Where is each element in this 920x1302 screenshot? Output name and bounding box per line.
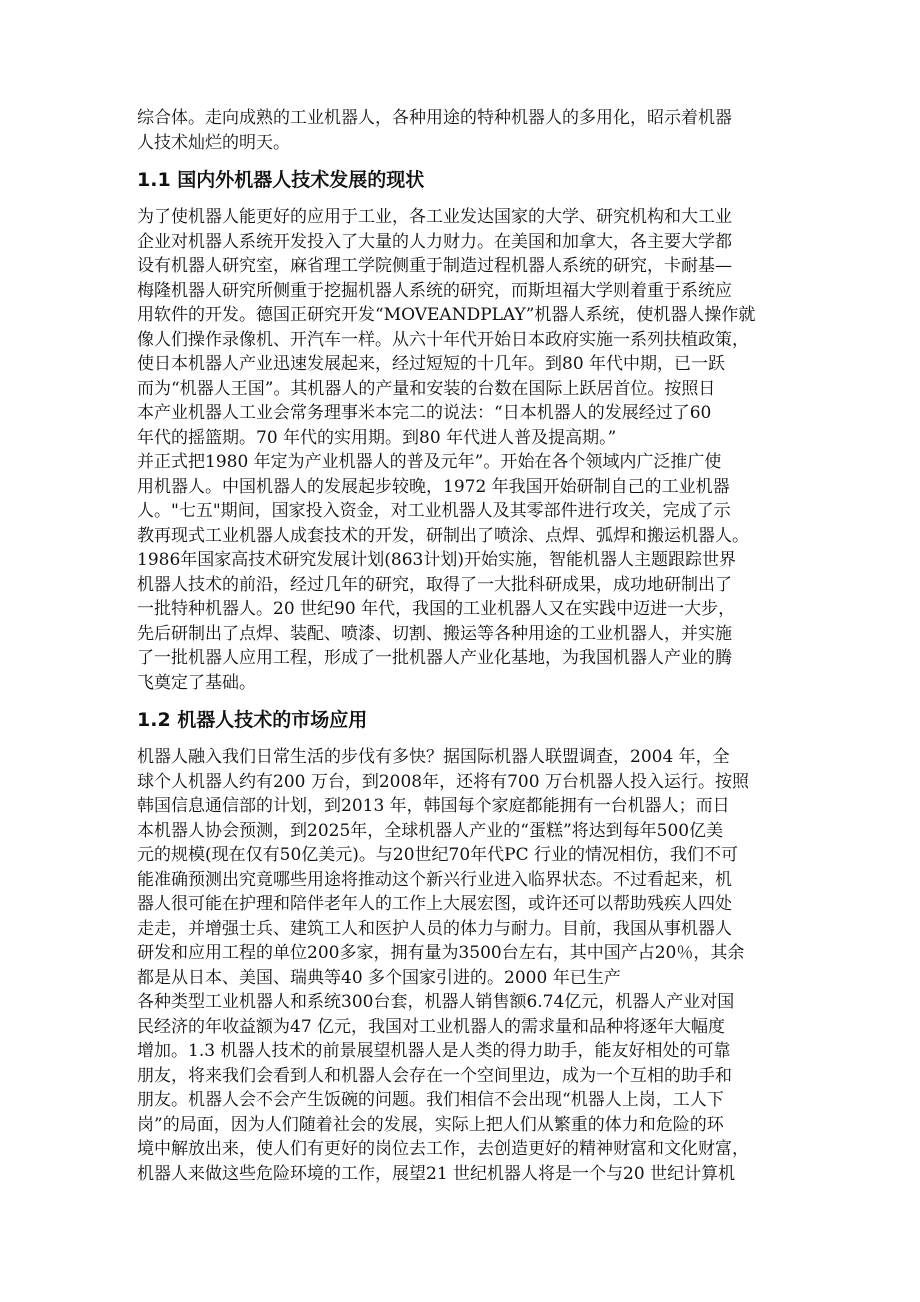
text-line: 岗”的局面，因为人们随着社会的发展，实际上把人们从繁重的体力和危险的环: [137, 1114, 724, 1135]
section-heading-1-2: 1.2 机器人技术的市场应用: [137, 709, 368, 731]
text-line: 使日本机器人产业迅速发展起来，经过短短的十几年。到80 年代中期，已一跃: [137, 354, 726, 374]
text-line: 飞奠定了基础。: [137, 672, 256, 693]
text-line: 用软件的开发。德国正研究开发“MOVEANDPLAY”机器人系统，使机器人操作就: [137, 305, 756, 325]
text-line: 韩国信息通信部的计划，到2013 年，韩国每个家庭都能拥有一台机器人；而日: [137, 796, 730, 816]
text-line: 球个人机器人约有200 万台，到2008年，还将有700 万台机器人投入运行。按照: [137, 771, 749, 792]
text-line: 综合体。走向成熟的工业机器人，各种用途的特种机器人的多用化，昭示着机器: [137, 108, 732, 128]
text-line: 各种类型工业机器人和系统300台套，机器人销售额6.74亿元，机器人产业对国: [137, 992, 735, 1012]
text-line: 并正式把1980 年定为产业机器人的普及元年”。开始在各个领域内广泛推广使: [137, 452, 722, 472]
text-line: 人技术灿烂的明天。: [137, 132, 290, 153]
intro-paragraph: [137, 106, 786, 155]
text-line: 本产业机器人工业会常务理事米本完二的说法：“日本机器人的发展经过了60: [137, 403, 712, 423]
section-1-1-paragraph: [137, 205, 786, 695]
text-line: 一批特种机器人。20 世纪90 年代，我国的工业机器人又在实践中迈进一大步，: [137, 599, 736, 619]
text-line: 机器人技术的前沿，经过几年的研究，取得了一大批科研成果，成功地研制出了: [137, 574, 732, 595]
text-line: 增加。1.3 机器人技术的前景展望机器人是人类的得力助手，能友好相处的可靠: [137, 1041, 731, 1061]
text-line: 机器人来做这些危险环境的工作，展望21 世纪机器人将是一个与20 世纪计算机: [137, 1163, 736, 1184]
text-line: 朋友。机器人会不会产生饭碗的问题。我们相信不会出现“机器人上岗，工人下: [137, 1090, 724, 1110]
text-line: 研发和应用工程的单位200多家，拥有量为3500台左右，其中国产占20％，其余: [137, 943, 745, 963]
text-line: 人。"七五"期间，国家投入资金，对工业机器人及其零部件进行攻关，完成了示: [137, 501, 731, 521]
text-line: 企业对机器人系统开发投入了大量的人力财力。在美国和加拿大，各主要大学都: [137, 231, 732, 252]
text-line: 民经济的年收益额为47 亿元，我国对工业机器人的需求量和品种将逐年大幅度: [137, 1016, 726, 1037]
text-line: 用机器人。中国机器人的发展起步较晚，1972 年我国开始研制自己的工业机器: [137, 476, 730, 497]
text-line: 像人们操作录像机、开汽车一样。从六十年代开始日本政府实施一系列扶植政策，: [137, 329, 749, 350]
text-line: 能准确预测出究竟哪些用途将推动这个新兴行业进入临界状态。不过看起来，机: [137, 869, 732, 890]
text-line: 先后研制出了点焊、装配、喷漆、切割、搬运等各种用途的工业机器人，并实施: [137, 623, 732, 644]
text-line: 而为“机器人王国”。其机器人的产量和安装的台数在国际上跃居首位。按照日: [137, 378, 716, 399]
text-line: 本机器人协会预测，到2025年，全球机器人产业的“蛋糕”将达到每年500亿美: [137, 820, 724, 841]
text-line: 朋友，将来我们会看到人和机器人会存在一个空间里边，成为一个互相的助手和: [137, 1065, 732, 1086]
text-line: 教再现式工业机器人成套技术的开发，研制出了喷涂、点焊、弧焊和搬运机器人。: [137, 525, 749, 546]
text-line: 走走，并增强士兵、建筑工人和医护人员的体力与耐力。目前，我国从事机器人: [137, 918, 732, 939]
text-line: 境中解放出来，使人们有更好的岗位去工作，去创造更好的精神财富和文化财富，: [137, 1139, 749, 1159]
text-line: 元的规模(现在仅有50亿美元)。与20世纪70年代PC 行业的情况相仿，我们不可: [137, 845, 739, 865]
text-line: 机器人融入我们日常生活的步伐有多快？据国际机器人联盟调查，2004 年，全: [137, 747, 730, 767]
text-line: 年代的摇篮期。70 年代的实用期。到80 年代进人普及提高期。”: [137, 427, 617, 448]
text-line: 梅隆机器人研究所侧重于挖掘机器人系统的研究，而斯坦福大学则着重于系统应: [137, 280, 732, 301]
section-heading-1-1: 1.1 国内外机器人技术发展的现状: [137, 169, 425, 191]
text-line: 器人很可能在护理和陪伴老年人的工作上大展宏图，或许还可以帮助残疾人四处: [137, 894, 732, 914]
text-line: 1986年国家高技术研究发展计划(863计划)开始实施，智能机器人主题跟踪世界: [137, 550, 736, 570]
section-1-2-paragraph: [137, 745, 786, 1186]
text-line: 为了使机器人能更好的应用于工业，各工业发达国家的大学、研究机构和大工业: [137, 207, 732, 227]
text-line: 设有机器人研究室，麻省理工学院侧重于制造过程机器人系统的研究，卡耐基—: [137, 256, 732, 276]
text-line: 都是从日本、美国、瑞典等40 多个国家引进的。2000 年已生产: [137, 967, 621, 988]
text-line: 了一批机器人应用工程，形成了一批机器人产业化基地，为我国机器人产业的腾: [137, 648, 732, 668]
